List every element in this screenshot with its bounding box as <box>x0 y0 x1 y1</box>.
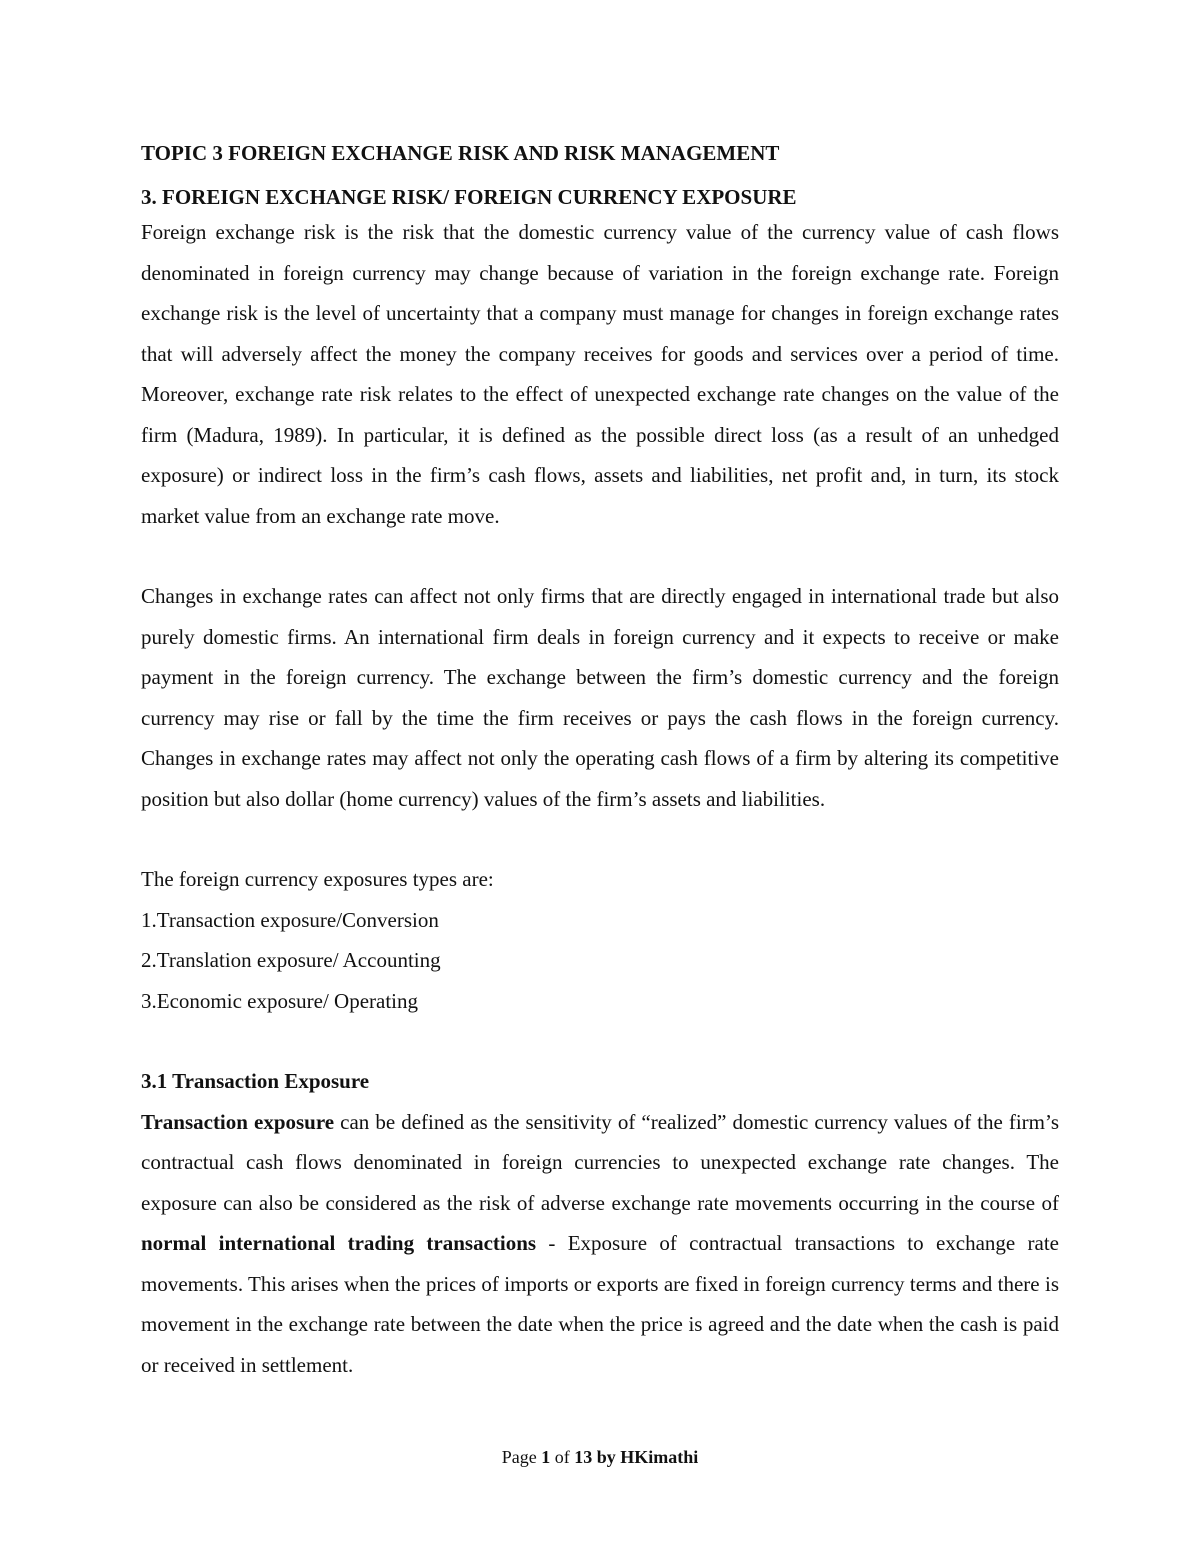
document-title: TOPIC 3 FOREIGN EXCHANGE RISK AND RISK MANAGEMENT <box>141 141 780 165</box>
page-label: Page <box>501 1447 542 1467</box>
term-transaction-exposure: Transaction exposure <box>141 1109 335 1134</box>
subsection-heading: 3.1 Transaction Exposure <box>141 1069 370 1093</box>
page-footer <box>0 1445 1200 1469</box>
paragraph-2: Changes in exchange rates can affect not only firms that are directly engaged in international trade but also purely domestic firms. An international firm deals in foreign currency and it expects to receive or make payment in the foreign currency. The exchange between the firm’s domestic currency and the foreign currency may rise or fall by the time the firm receives or pays the cash flows in the foreign currency. Changes in exchange rates may affect not only the operating cash flows of a firm by altering its competitive position but also dollar (home currency) values of the firm’s assets and liabilities. <box>141 584 1059 811</box>
by-label: by <box>592 1447 621 1467</box>
list-item: 2.Translation exposure/ Accounting <box>141 948 441 972</box>
exposure-types-intro: The foreign currency exposures types are: <box>141 867 494 891</box>
section-heading: 3. FOREIGN EXCHANGE RISK/ FOREIGN CURRENCY EXPOSURE <box>141 185 797 209</box>
emphasis-text: normal international trading transactions <box>141 1231 537 1255</box>
list-item: 1.Transaction exposure/Conversion <box>141 907 439 932</box>
paragraph-spacer <box>141 536 1059 576</box>
paragraph-spacer <box>141 1021 1059 1061</box>
page-number: 1 <box>541 1447 551 1467</box>
paragraph-spacer <box>141 819 1059 859</box>
paragraph-1: Foreign exchange risk is the risk that the domestic currency value of the currency value of cash flows denominated in foreign currency may change because of variation in the foreign exchange rate. Foreign exchange risk is the level of uncertainty that a company must manage for changes in foreign exchange rates that will adversely affect the money the company receives for goods and services over a period of time. Moreover, exchange rate risk relates to the effect of unexpected exchange rate changes on the value of the firm (Madura, 1989). In particular, it is defined as the possible direct loss (as a result of an unhedged exposure) or indirect loss in the firm’s cash flows, assets and liabilities, net profit and, in turn, its stock market value from an exchange rate move. <box>141 220 1059 528</box>
author-name: HKimathi <box>620 1447 699 1467</box>
paragraph-text: can be defined as the sensitivity of “realized” domestic currency values of the firm’s contractual cash flows denominated in foreign currencies to unexpected exchange rate changes. The exposure can also be considered as the risk of adverse exchange rate movements occurring in the course of <box>141 1109 1059 1215</box>
total-pages: 13 <box>574 1447 593 1467</box>
transaction-exposure-paragraph <box>141 1102 1059 1386</box>
document-page <box>141 138 1059 1385</box>
list-item: 3.Economic exposure/ Operating <box>141 988 418 1013</box>
paragraph-text: - Exposure of contractual transactions to exchange rate movements. This arises when the prices of imports or exports are fixed in foreign currency terms and there is movement in the exchange rate between the date when the price is agreed and the date when the cash is paid or received in settlement. <box>141 1231 1059 1377</box>
of-label: of <box>550 1447 575 1467</box>
